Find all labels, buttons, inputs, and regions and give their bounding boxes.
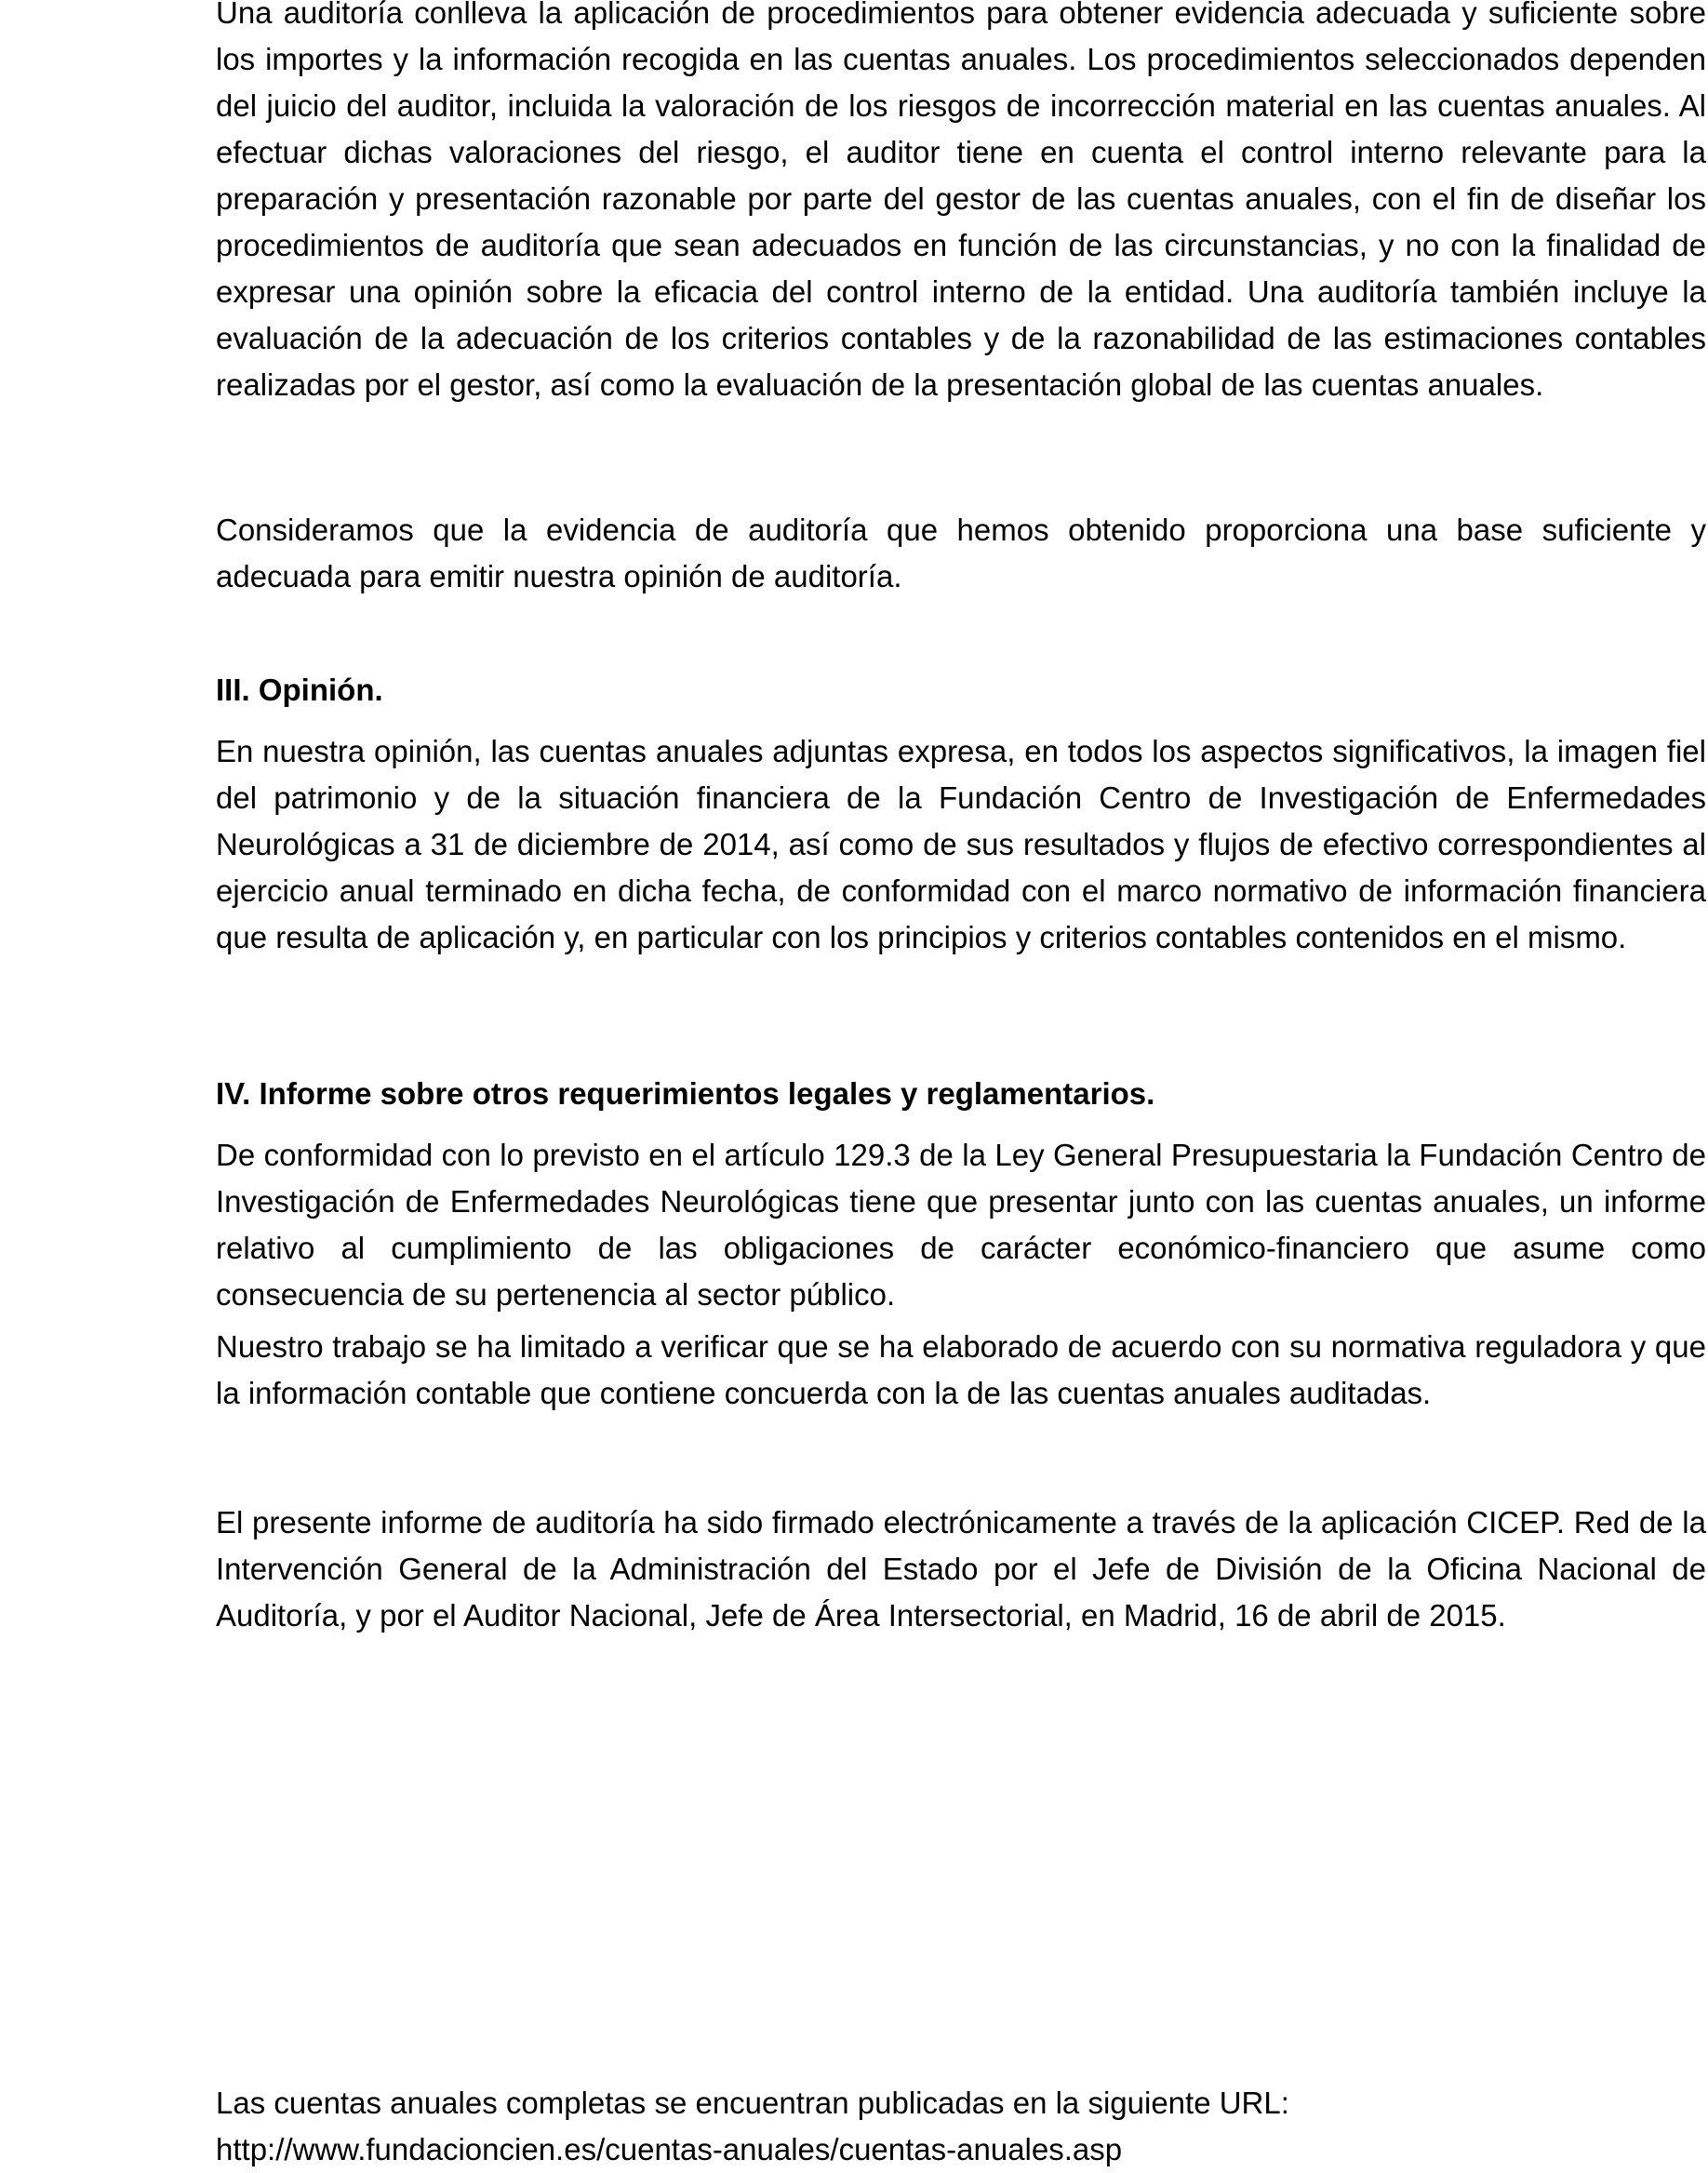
footer-text: Las cuentas anuales completas se encuentran publicadas en la siguiente URL: bbox=[216, 2086, 1289, 2120]
audit-evidence-paragraph: Consideramos que la evidencia de auditoría que hemos obtenido proporciona una base suficiente y adecuada para emitir nuestra opinión de auditoría. bbox=[216, 513, 1706, 593]
opinion-heading: III. Opinión. bbox=[216, 673, 383, 707]
opinion-paragraph: En nuestra opinión, las cuentas anuales adjuntas expresa, en todos los aspectos significativos, la imagen fiel del patrimonio y de la situación financiera de la Fundación Centro de Investigación de Enfermedades Neurológicas a 31 de diciembre de 2014, así como de sus resultados y flujos de efectivo correspondientes al ejercicio anual terminado en dicha fecha, de conformidad con el marco normativo de información financiera que resulta de aplicación y, en particular con los principios y criterios contables contenidos en el mismo. bbox=[216, 734, 1706, 954]
footer-url-link[interactable]: http://www.fundacioncien.es/cuentas-anuales/cuentas-anuales.asp bbox=[216, 2132, 1123, 2166]
work-scope-paragraph: Nuestro trabajo se ha limitado a verificar que se ha elaborado de acuerdo con su normativa reguladora y que la información contable que contiene concuerda con la de las cuentas anuales auditadas. bbox=[216, 1329, 1706, 1410]
electronic-signature-paragraph: El presente informe de auditoría ha sido firmado electrónicamente a través de la aplicación CICEP. Red de la Intervención General de la Administración del Estado por el Jefe de División de la Oficina Nacional de Auditoría, y por el Auditor Nacional, Jefe de Área Intersectorial, en Madrid, 16 de abril de 2015. bbox=[216, 1505, 1706, 1633]
legal-requirements-heading: IV. Informe sobre otros requerimientos legales y reglamentarios. bbox=[216, 1076, 1155, 1111]
audit-procedures-paragraph: Una auditoría conlleva la aplicación de procedimientos para obtener evidencia adecuada y suficiente sobre los importes y la información recogida en las cuentas anuales. Los procedimientos seleccionados dependen del juicio del auditor, incluida la valoración de los riesgos de incorrección material en las cuentas anuales. Al efectuar dichas valoraciones del riesgo, el auditor tiene en cuenta el control interno relevante para la preparación y presentación razonable por parte del gestor de las cuentas anuales, con el fin de diseñar los procedimientos de auditoría que sean adecuados en función de las circunstancias, y no con la finalidad de expresar una opinión sobre la eficacia del control interno de la entidad. Una auditoría también incluye la evaluación de la adecuación de los criterios contables y de la razonabilidad de las estimaciones contables realizadas por el gestor, así como la evaluación de la presentación global de las cuentas anuales. bbox=[216, 0, 1706, 402]
footer-note bbox=[216, 2080, 1706, 2173]
legal-requirements-paragraph: De conformidad con lo previsto en el artículo 129.3 de la Ley General Presupuestaria la Fundación Centro de Investigación de Enfermedades Neurológicas tiene que presentar junto con las cuentas anuales, un informe relativo al cumplimiento de las obligaciones de carácter económico-financiero que asume como consecuencia de su pertenencia al sector público. bbox=[216, 1138, 1706, 1312]
